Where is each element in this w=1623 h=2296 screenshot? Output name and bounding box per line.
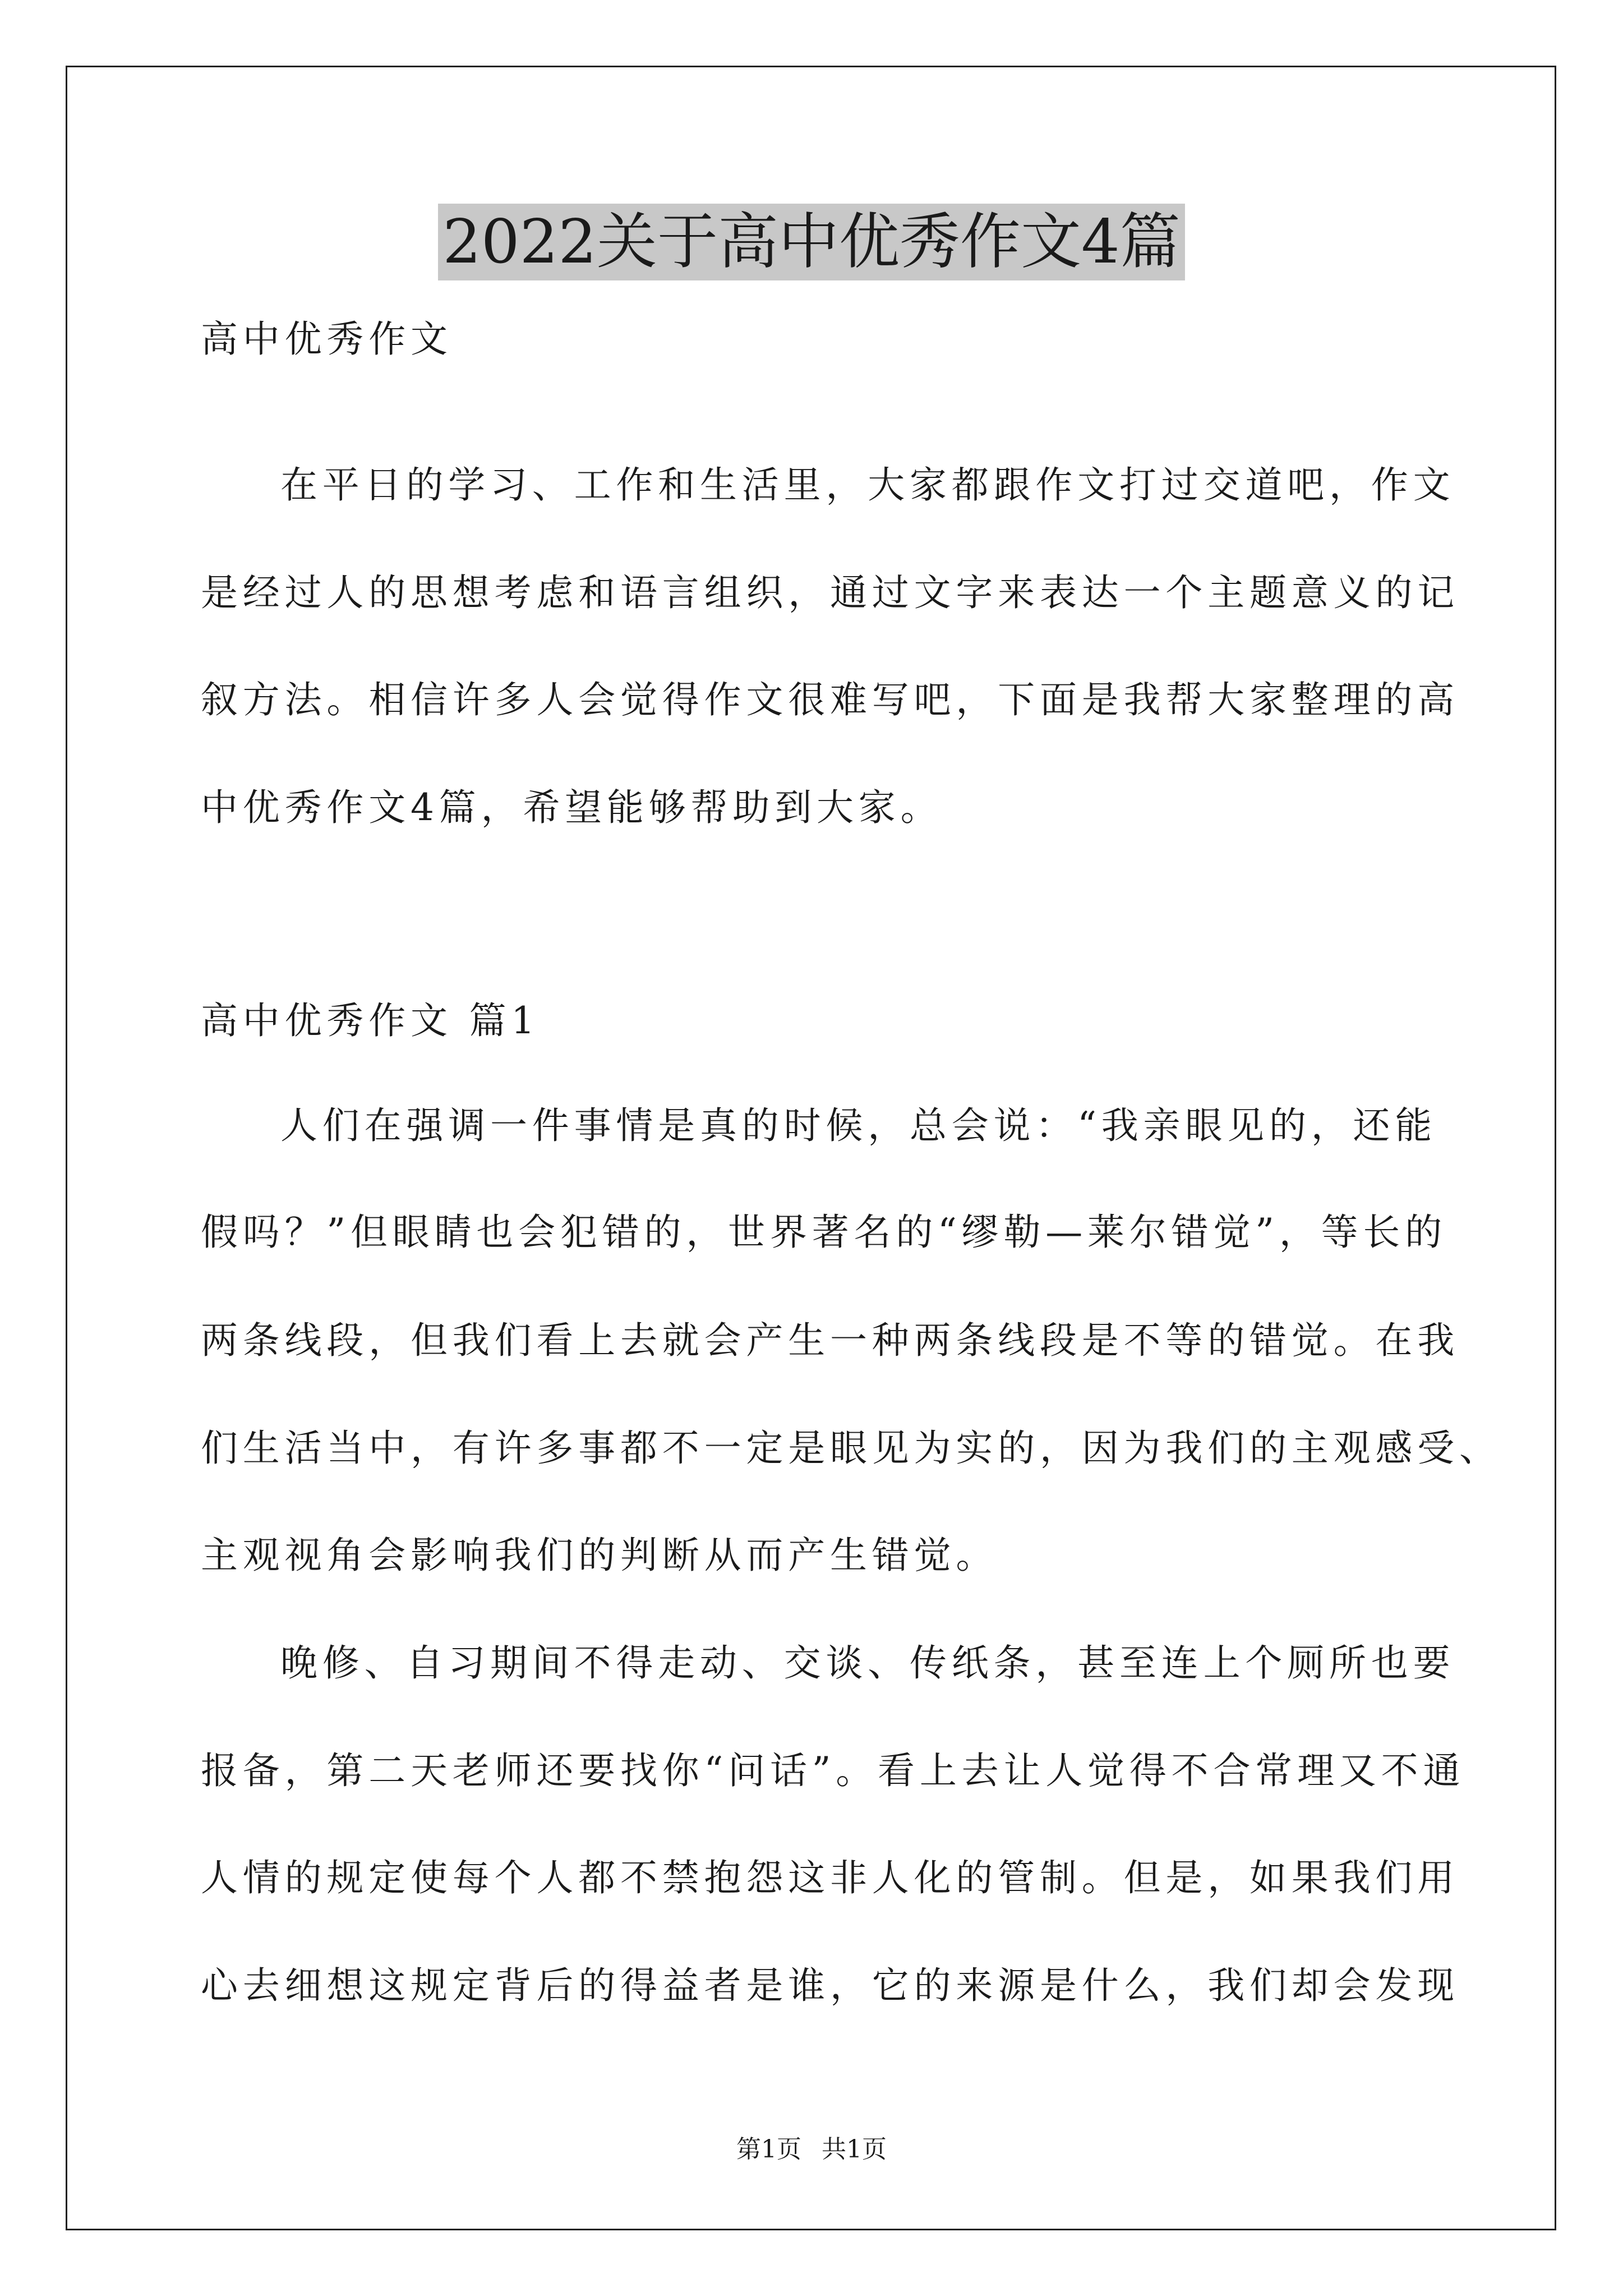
- section1-heading: 高中优秀作文 篇1: [201, 999, 540, 1042]
- para2-line: 心去细想这规定背后的得益者是谁，它的来源是什么，我们却会发现: [201, 1964, 1459, 2007]
- intro-heading: 高中优秀作文: [201, 318, 453, 361]
- page-total: 共1页: [822, 2135, 887, 2164]
- para1-line: 主观视角会影响我们的判断从而产生错觉。: [201, 1534, 998, 1577]
- para1-line: 们生活当中，有许多事都不一定是眼见为实的，因为我们的主观感受、: [201, 1427, 1501, 1470]
- intro-line: 是经过人的思想考虑和语言组织，通过文字来表达一个主题意义的记: [201, 571, 1459, 614]
- intro-line: 中优秀作文4篇，希望能够帮助到大家。: [201, 786, 943, 829]
- para1-line: 两条线段，但我们看上去就会产生一种两条线段是不等的错觉。在我: [201, 1319, 1459, 1362]
- intro-line: 在平日的学习、工作和生活里，大家都跟作文打过交道吧，作文: [280, 463, 1455, 507]
- document-title-text: 2022关于高中优秀作文4篇: [438, 204, 1185, 280]
- para1-line: 假吗？”但眼睛也会犯错的，世界著名的“缪勒—莱尔错觉”，等长的: [201, 1211, 1447, 1254]
- page-number: 第1页: [736, 2135, 801, 2164]
- para2-line: 晚修、自习期间不得走动、交谈、传纸条，甚至连上个厕所也要: [280, 1641, 1455, 1685]
- intro-line: 叙方法。相信许多人会觉得作文很难写吧，下面是我帮大家整理的高: [201, 678, 1459, 721]
- page-footer: [0, 2133, 1623, 2166]
- para1-line: 人们在强调一件事情是真的时候，总会说：“我亲眼见的，还能: [280, 1104, 1437, 1147]
- para2-line: 报备，第二天老师还要找你“问话”。看上去让人觉得不合常理又不通: [201, 1749, 1465, 1792]
- para2-line: 人情的规定使每个人都不禁抱怨这非人化的管制。但是，如果我们用: [201, 1856, 1459, 1899]
- document-title: [0, 203, 1623, 282]
